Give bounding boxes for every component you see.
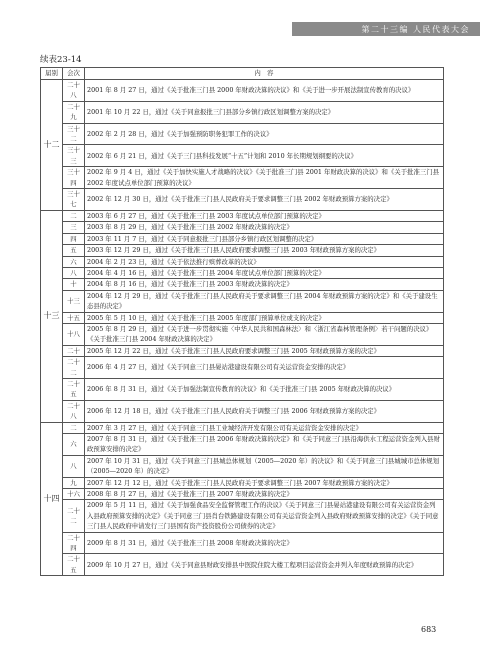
table-row (41, 500, 444, 532)
session-cell: 十 (63, 279, 85, 290)
table-row (41, 357, 444, 379)
content-cell: 2002 年 2 月 28 日，通过《关于加强预防职务犯罪工作的决议》 (85, 123, 444, 145)
content-cell: 2004 年 12 月 29 日，通过《关于批准三门县人民政府关于要求调整三门县 2004 年财政预算方案的决定》和《关于建设生态县的决定》 (85, 290, 444, 312)
table-row (41, 123, 444, 145)
table-row (41, 145, 444, 167)
table-row (41, 312, 444, 323)
table-row (41, 210, 444, 221)
table-row (41, 434, 444, 456)
session-cell: 八 (63, 455, 85, 477)
table-row (41, 167, 444, 189)
content-cell: 2003 年 8 月 29 日，通过《关于批准三门县 2002 年财政决算的决定》 (85, 222, 444, 233)
table-row (41, 245, 444, 256)
session-cell: 二十二 (63, 500, 85, 532)
table-row (41, 80, 444, 102)
table-row (41, 378, 444, 400)
session-cell: 二 (63, 422, 85, 433)
content-cell: 2009 年 5 月 11 日，通过《关于加强食品安全监督管理工作的决议》《关于同意三门县晏站港建设有限公司有关运营资金列入县政府预算安排的决定》《关于同意三门县肖台铁路建设有限公司有关运营资金列入县政府财政预算安排的决定》《关于同意三门县人民政府申请发行三门县国有资产投资股份公司债券的决定》 (85, 500, 444, 532)
page-number: 683 (421, 625, 437, 634)
content-cell: 2006 年 8 月 31 日，通过《关于加强法制宣传教育的决议》和《关于批准三门县 2005 年财政决算的决议》 (85, 378, 444, 400)
table-row (41, 189, 444, 211)
term-cell: 十三 (41, 210, 63, 422)
content-cell: 2006 年 12 月 18 日，通过《关于批准三门县人民政府关于调整三门县 2006 年财政预算方案的决定》 (85, 400, 444, 422)
table-row (41, 290, 444, 312)
content-cell: 2009 年 8 月 31 日，通过《关于批准三门县 2008 年财政决算的决定》 (85, 532, 444, 554)
content-cell: 2002 年 9 月 4 日，通过《关于加快实施人才战略的决议》《关于批准三门县 2001 年财政决算的决议》和《关于批准三门县 2002 年度试点单位部门预算的决议》 (85, 167, 444, 189)
content-cell: 2007 年 8 月 31 日，通过《关于批准三门县 2006 年财政决算的决定》和《关于同意三门县沿海供水工程运营资金列入县财政预算安排的决定》 (85, 434, 444, 456)
session-cell: 二十 (63, 345, 85, 356)
column-header-session: 会次 (63, 68, 85, 80)
table-row (41, 532, 444, 554)
content-cell: 2009 年 10 月 27 日，通过《关于同意县财政安排县中医院住院大楼工程项目运营资金并列入年度财政预算的决定》 (85, 554, 444, 576)
session-cell: 五 (63, 245, 85, 256)
table-row (41, 267, 444, 278)
table-row (41, 256, 444, 267)
session-cell: 三十四 (63, 167, 85, 189)
table-row (41, 554, 444, 576)
session-cell: 二十二 (63, 357, 85, 379)
session-cell: 二十九 (63, 101, 85, 123)
resolutions-table (40, 67, 444, 576)
session-cell: 三 (63, 222, 85, 233)
session-cell: 六 (63, 434, 85, 456)
table-caption: 续表23-14 (40, 55, 82, 65)
term-cell: 十二 (41, 80, 63, 211)
content-cell: 2006 年 4 月 27 日，通过《关于同意三门县晏站港建设有限公司有关运营资金安排的决定》 (85, 357, 444, 379)
term-cell: 十四 (41, 422, 63, 576)
session-cell: 二十八 (63, 80, 85, 102)
content-cell: 2007 年 12 月 12 日，通过《关于批准三门县人民政府关于要求调整三门县 2007 年财政预算方案的决定》 (85, 477, 444, 488)
column-header-term: 届别 (41, 68, 63, 80)
content-cell: 2003 年 6 月 27 日，通过《关于批准三门县 2003 年度试点单位部门预算的决定》 (85, 210, 444, 221)
table-row (41, 455, 444, 477)
content-cell: 2004 年 2 月 23 日，通过《关于依法推行殡葬改革的决议》 (85, 256, 444, 267)
content-cell: 2003 年 11 月 7 日，通过《关于同意报批三门县部分乡镇行政区划调整的决定》 (85, 233, 444, 244)
table-header-row (41, 68, 444, 80)
session-cell: 二十五 (63, 378, 85, 400)
content-cell: 2008 年 8 月 27 日，通过《关于批准三门县 2007 年财政决算的决定》 (85, 489, 444, 500)
session-cell: 九 (63, 477, 85, 488)
content-cell: 2004 年 8 月 16 日，通过《关于批准三门县 2003 年财政决算的决定》 (85, 279, 444, 290)
table-row (41, 233, 444, 244)
session-cell: 十八 (63, 323, 85, 345)
content-cell: 2002 年 12 月 30 日，通过《关于批准三门县人民政府关于要求调整三门县 2002 年财政预算方案的决定》 (85, 189, 444, 211)
content-cell: 2004 年 4 月 16 日，通过《关于批准三门县 2004 年度试点单位部门预算的决定》 (85, 267, 444, 278)
running-header-label: 第二十三编 人民代表大会 (361, 25, 470, 34)
session-cell: 十五 (63, 312, 85, 323)
session-cell: 二十八 (63, 400, 85, 422)
content-cell: 2001 年 8 月 27 日，通过《关于批准三门县 2000 年财政决算的决议》和《关于进一步开展法制宣传教育的决议》 (85, 80, 444, 102)
content-cell: 2005 年 5 月 10 日，通过《关于批准三门县 2005 年度部门预算单位或支的决定》 (85, 312, 444, 323)
content-cell: 2007 年 10 月 31 日，通过《关于同意三门县城总体规划（2005—2020 年）的决议》和《关于同意三门县城城市总体规划（2005—2020 年）的决定》 (85, 455, 444, 477)
session-cell: 三十七 (63, 189, 85, 211)
table-row (41, 477, 444, 488)
column-header-content: 内 容 (85, 68, 444, 80)
table-row (41, 222, 444, 233)
table-row (41, 400, 444, 422)
table-row (41, 101, 444, 123)
session-cell: 四 (63, 233, 85, 244)
table-row (41, 489, 444, 500)
table-row (41, 345, 444, 356)
table-row (41, 323, 444, 345)
content-cell: 2002 年 6 月 21 日，通过《关于三门县科技发展“十五”计划和 2010 年长期规划纲要的决议》 (85, 145, 444, 167)
session-cell: 八 (63, 267, 85, 278)
content-cell: 2005 年 12 月 22 日，通过《关于批准三门县人民政府要求调整三门县 2005 年财政预算方案的决定》 (85, 345, 444, 356)
session-cell: 十六 (63, 489, 85, 500)
content-cell: 2007 年 3 月 27 日，通过《关于同意三门县工业城经济开发有限公司有关运营资金安排的决定》 (85, 422, 444, 433)
session-cell: 三十三 (63, 145, 85, 167)
table-row (41, 279, 444, 290)
session-cell: 六 (63, 256, 85, 267)
session-cell: 二十四 (63, 532, 85, 554)
content-cell: 2003 年 12 月 29 日，通过《关于批准三门县人民政府要求调整三门县 2003 年财政预算方案的决定》 (85, 245, 444, 256)
session-cell: 二十五 (63, 554, 85, 576)
running-header (0, 0, 480, 36)
session-cell: 二 (63, 210, 85, 221)
session-cell: 三十二 (63, 123, 85, 145)
content-cell: 2001 年 10 月 22 日，通过《关于同意报批三门县部分乡镇行政区划调整方案的决定》 (85, 101, 444, 123)
session-cell: 十三 (63, 290, 85, 312)
table-row (41, 422, 444, 433)
content-cell: 2005 年 8 月 29 日，通过《关于进一步贯彻实施〈中华人民共和国森林法〉和〈浙江省森林管理条例〉若干问题的决议》《关于批准三门县 2004 年财政决算的决定》 (85, 323, 444, 345)
table-body (41, 80, 444, 576)
